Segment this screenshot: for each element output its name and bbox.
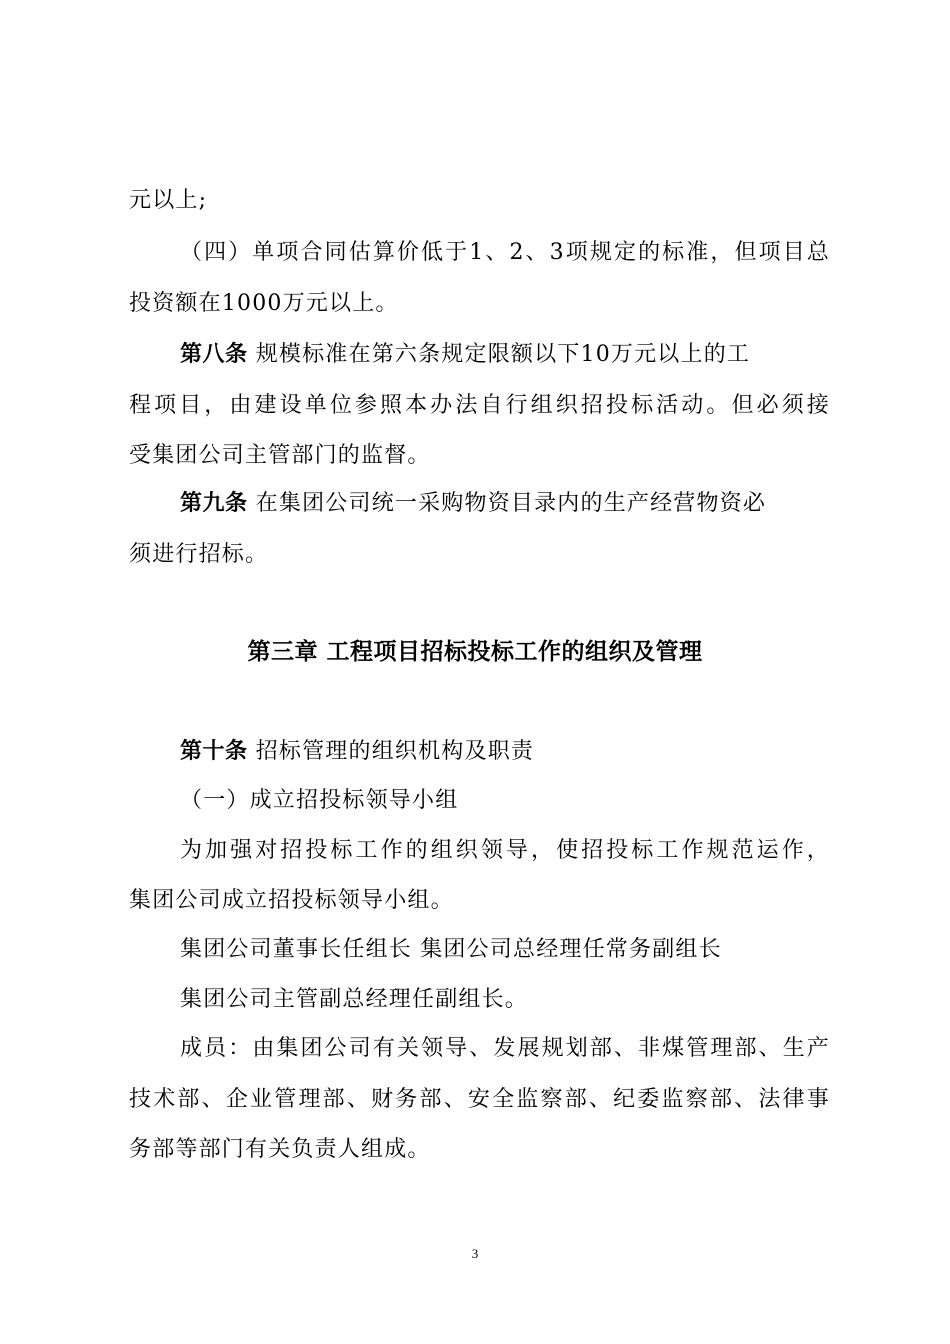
- text-line: [0, 1135, 950, 1165]
- line-text: 规模标准在第六条规定限额以下10万元以上的工: [247, 342, 751, 367]
- text-line: [0, 441, 950, 471]
- text-line: [0, 786, 950, 816]
- text-line: [0, 238, 830, 268]
- article-label: 第十条: [180, 739, 248, 764]
- line-text: 集团公司主管副总经理任副组长。: [180, 987, 529, 1012]
- text-line: [0, 540, 950, 570]
- line-text: 在集团公司统一采购物资目录内的生产经营物资必: [247, 491, 767, 516]
- text-line: [0, 289, 950, 319]
- line-text: 受集团公司主管部门的监督。: [129, 443, 431, 468]
- line-text: 技术部、企业管理部、财务部、安全监察部、纪委监察部、法律事: [129, 1087, 830, 1112]
- line-text: 招标管理的组织机构及职责: [247, 739, 535, 764]
- article-label: 第八条: [180, 342, 248, 367]
- article-label: 第九条: [180, 491, 248, 516]
- chapter-title: 第三章 工程项目招标投标工作的组织及管理: [247, 639, 703, 665]
- line-text: 为加强对招投标工作的组织领导，使招投标工作规范运作，: [180, 838, 830, 863]
- text-line: [0, 186, 950, 216]
- line-text: 程项目，由建设单位参照本办法自行组织招投标活动。但必须接: [129, 393, 830, 418]
- text-line: [0, 836, 830, 866]
- line-text: 集团公司成立招投标领导小组。: [129, 888, 454, 913]
- line-text: （四）单项合同估算价低于1、2、3项规定的标准，但项目总: [180, 240, 830, 265]
- line-text: 务部等部门有关负责人组成。: [129, 1137, 431, 1162]
- article-10-line: [0, 737, 950, 767]
- text-line: [0, 935, 950, 965]
- text-line: [0, 1034, 830, 1064]
- line-text: 元以上;: [129, 188, 208, 213]
- line-text: （一）成立招投标领导小组: [180, 788, 459, 813]
- line-text: 须进行招标。: [129, 542, 269, 567]
- line-text: 投资额在1000万元以上。: [129, 291, 399, 316]
- line-text: 集团公司董事长任组长 集团公司总经理任常务副组长: [180, 937, 722, 962]
- article-8-line: [0, 340, 950, 370]
- article-9-line: [0, 489, 950, 519]
- text-line: [0, 391, 830, 421]
- line-text: 成员：由集团公司有关领导、发展规划部、非煤管理部、生产: [180, 1036, 830, 1061]
- text-line: [0, 1085, 830, 1115]
- page-number: 3: [471, 1246, 479, 1261]
- text-line: [0, 886, 950, 916]
- text-line: [0, 985, 950, 1015]
